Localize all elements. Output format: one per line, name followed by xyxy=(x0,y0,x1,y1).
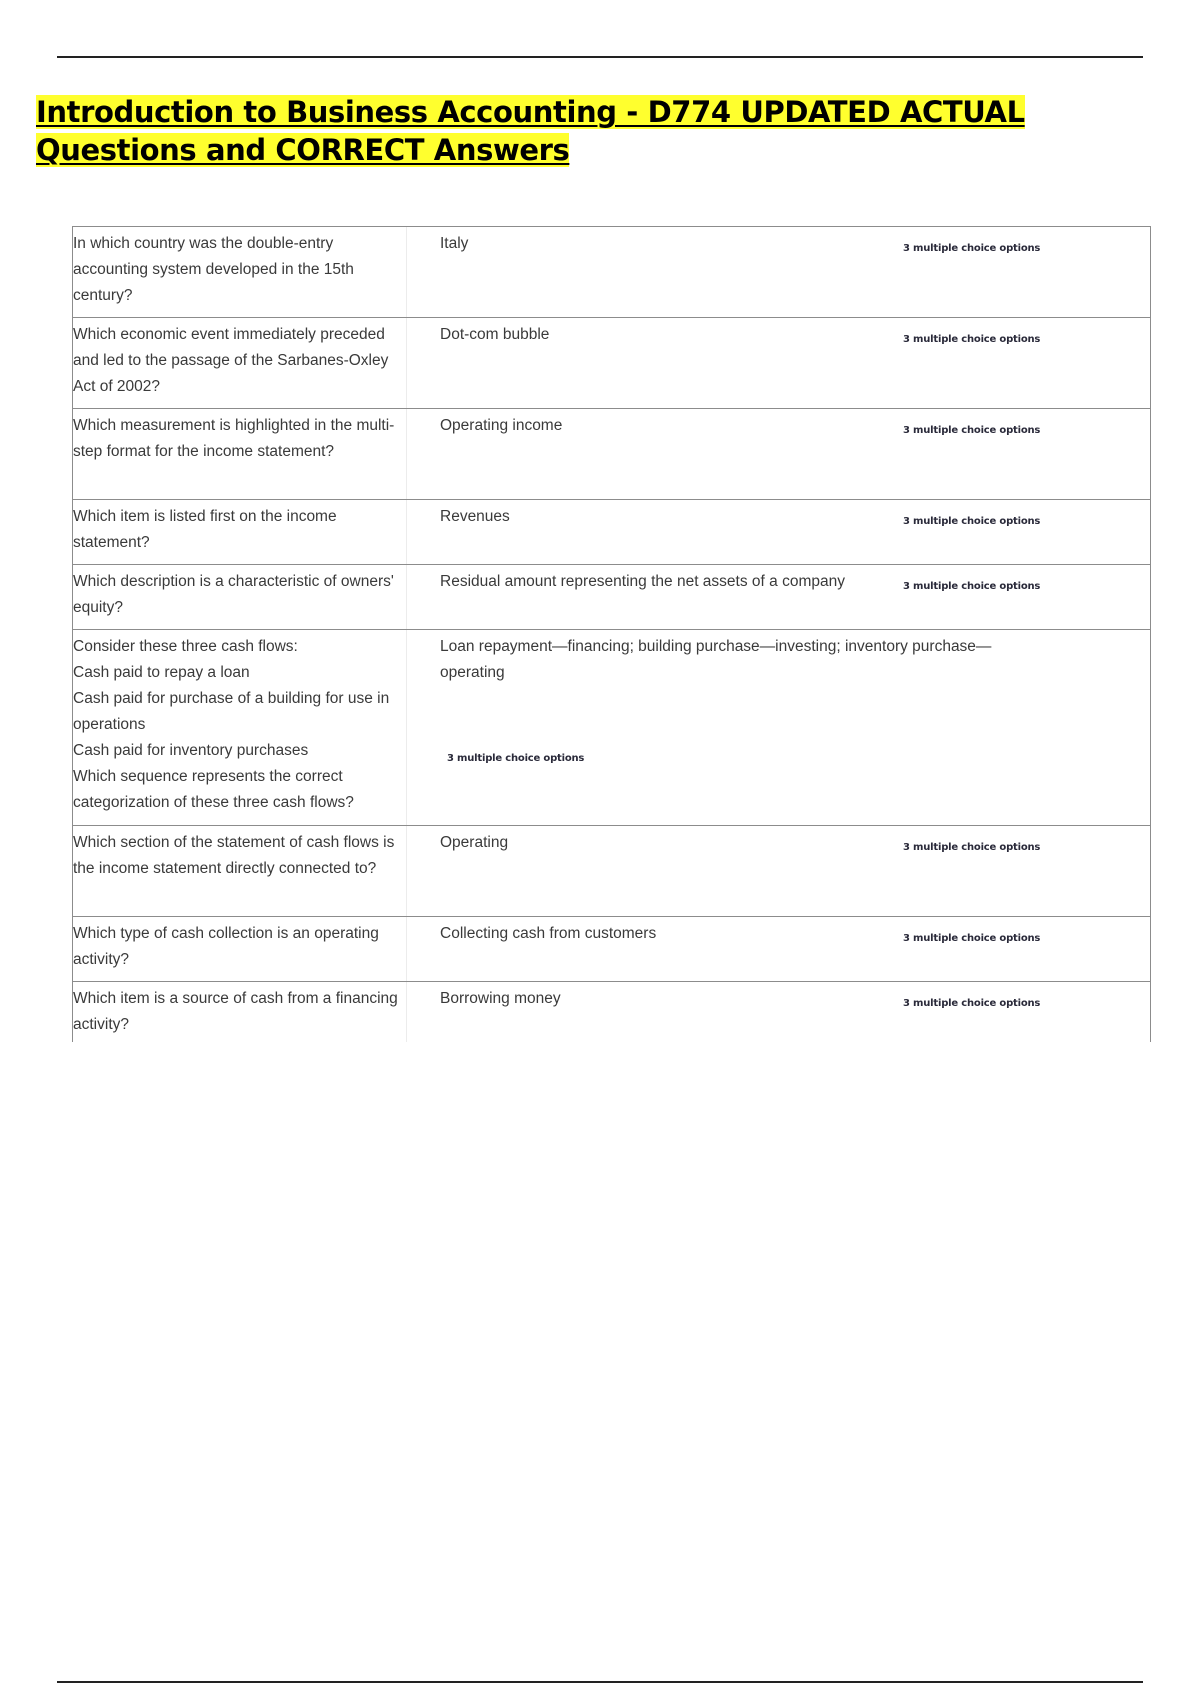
answer-text: Collecting cash from customers xyxy=(440,925,657,942)
table-row xyxy=(73,917,1150,982)
answer-text: Borrowing money xyxy=(440,990,561,1007)
answer-cell xyxy=(407,409,1150,499)
answer-text: Revenues xyxy=(440,508,510,525)
document-title: Introduction to Business Accounting - D774 UPDATED ACTUAL Questions and CORRECT Answers xyxy=(36,95,1025,167)
question-cell: Which type of cash collection is an operating activity? xyxy=(73,917,407,981)
choice-options-tag: 3 multiple choice options xyxy=(903,243,1041,254)
footer-rule xyxy=(57,1681,1143,1683)
question-cell: Which item is a source of cash from a financing activity? xyxy=(73,982,407,1042)
question-cell: Which section of the statement of cash flows is the income statement directly connected to? xyxy=(73,826,407,916)
choice-options-tag: 3 multiple choice options xyxy=(447,753,585,764)
answer-cell xyxy=(407,500,1150,564)
choice-options-tag: 3 multiple choice options xyxy=(903,334,1041,345)
table-row xyxy=(73,500,1150,565)
answer-text: Operating income xyxy=(440,417,563,434)
title-block xyxy=(36,93,1186,169)
answer-cell xyxy=(407,982,1150,1042)
question-cell: Which measurement is highlighted in the multi-step format for the income statement? xyxy=(73,409,407,499)
answer-cell xyxy=(407,630,1150,825)
answer-cell xyxy=(407,227,1150,317)
table-row xyxy=(73,409,1150,500)
table-row xyxy=(73,826,1150,917)
answer-text: Dot-com bubble xyxy=(440,326,550,343)
answer-cell xyxy=(407,318,1150,408)
choice-options-tag: 3 multiple choice options xyxy=(903,581,1041,592)
qa-table xyxy=(72,226,1151,1042)
header-rule xyxy=(57,56,1143,58)
choice-options-tag: 3 multiple choice options xyxy=(903,998,1041,1009)
choice-options-tag: 3 multiple choice options xyxy=(903,516,1041,527)
question-cell: Which economic event immediately preceded and led to the passage of the Sarbanes-Oxley Act of 2002? xyxy=(73,318,407,408)
question-cell: Consider these three cash flows: Cash paid to repay a loan Cash paid for purchase of a building for use in operations Cash paid for inventory purchases Which sequence represents the correct categorization of these three cash flows? xyxy=(73,630,407,825)
table-row xyxy=(73,565,1150,630)
table-row xyxy=(73,630,1150,826)
table-row xyxy=(73,227,1150,318)
table-row xyxy=(73,318,1150,409)
choice-options-tag: 3 multiple choice options xyxy=(903,425,1041,436)
answer-text: Loan repayment—financing; building purchase—investing; inventory purchase—operating xyxy=(440,638,992,681)
answer-text: Residual amount representing the net assets of a company xyxy=(440,573,845,590)
answer-cell xyxy=(407,565,1150,629)
answer-text: Operating xyxy=(440,834,509,851)
choice-options-tag: 3 multiple choice options xyxy=(903,933,1041,944)
table-row xyxy=(73,982,1150,1042)
answer-cell xyxy=(407,826,1150,916)
question-cell: Which item is listed first on the income statement? xyxy=(73,500,407,564)
answer-cell xyxy=(407,917,1150,981)
question-cell: Which description is a characteristic of owners' equity? xyxy=(73,565,407,629)
choice-options-tag: 3 multiple choice options xyxy=(903,842,1041,853)
question-cell: In which country was the double-entry accounting system developed in the 15th century? xyxy=(73,227,407,317)
answer-text: Italy xyxy=(440,235,469,252)
